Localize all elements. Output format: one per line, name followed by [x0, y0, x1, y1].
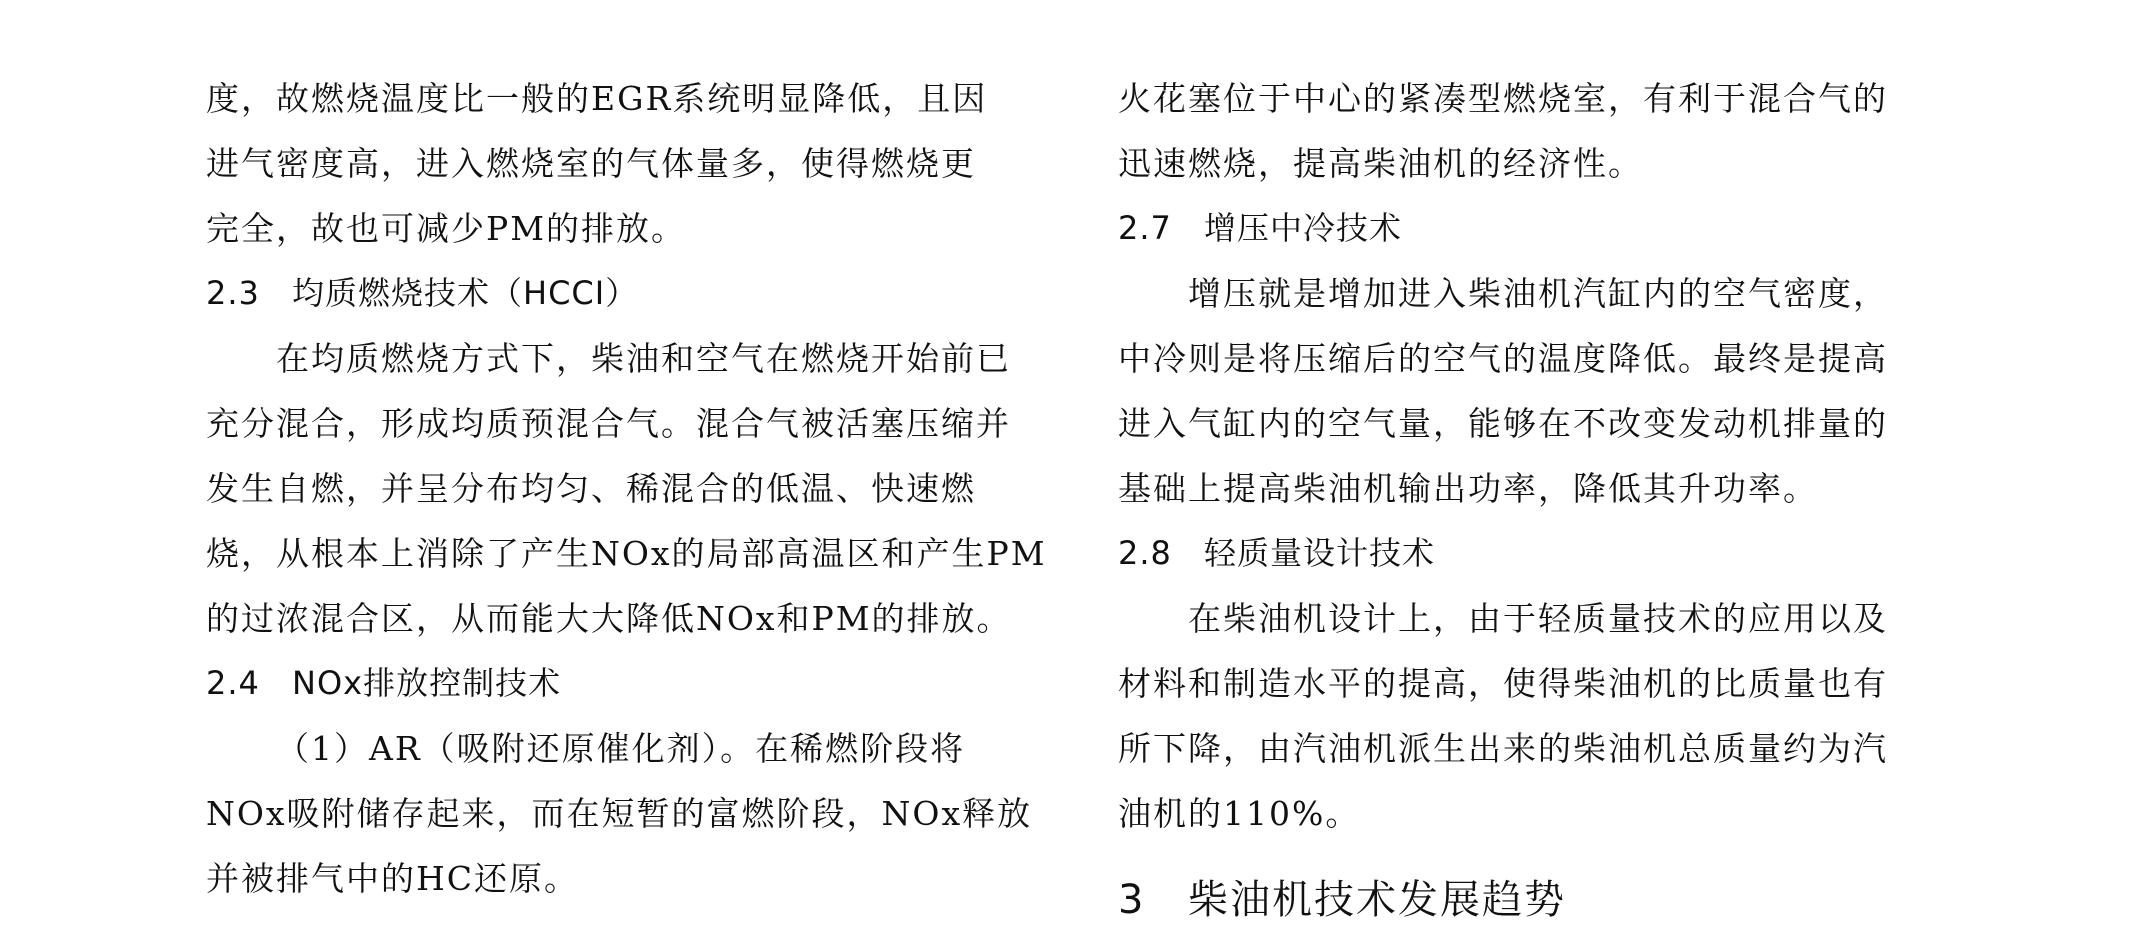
- paragraph-line: 的过浓混合区，从而能大大降低NOx和PM的排放。: [206, 599, 1012, 638]
- paragraph-line: 烧，从根本上消除了产生NOx的局部高温区和产生PM: [206, 534, 1047, 573]
- paragraph-line: NOx吸附储存起来，而在短暂的富燃阶段，NOx释放: [206, 794, 1033, 833]
- paragraph-line: 油机的110%。: [1118, 794, 1361, 833]
- section-number: 2.3: [206, 274, 260, 312]
- section-heading-2-4: [206, 651, 1046, 716]
- paragraph-line: 火花塞位于中心的紧凑型燃烧室，有利于混合气的: [1118, 79, 1888, 118]
- paragraph-line: 所下降，由汽油机派生出来的柴油机总质量约为汽: [1118, 729, 1888, 768]
- section-heading-2-3: [206, 261, 1046, 326]
- paragraph-line: 充分混合，形成均质预混合气。混合气被活塞压缩并: [206, 404, 1011, 443]
- paragraph-line: 在均质燃烧方式下，柴油和空气在燃烧开始前已: [276, 339, 1011, 378]
- section-title: 增压中冷技术: [1204, 209, 1403, 247]
- paragraph-line: 中冷则是将压缩后的空气的温度降低。最终是提高: [1118, 339, 1888, 378]
- section-number: 2.8: [1118, 534, 1172, 572]
- section-number: 3: [1118, 877, 1146, 923]
- right-column: [1118, 66, 1958, 933]
- section-number: 2.4: [206, 664, 260, 702]
- paragraph-line: 增压就是增加进入柴油机汽缸内的空气密度，: [1188, 274, 1888, 313]
- section-heading-2-8: [1118, 521, 1958, 586]
- section-heading-2-7: [1118, 196, 1958, 261]
- paragraph-line: 迅速燃烧，提高柴油机的经济性。: [1118, 144, 1643, 183]
- paragraph-line: 材料和制造水平的提高，使得柴油机的比质量也有: [1118, 664, 1888, 703]
- paragraph-line: 在柴油机设计上，由于轻质量技术的应用以及: [1188, 599, 1888, 638]
- section-title: 均质燃烧技术（HCCI）: [292, 274, 639, 312]
- section-title: 轻质量设计技术: [1204, 534, 1436, 572]
- paragraph-line: 度，故燃烧温度比一般的EGR系统明显降低，且因: [206, 79, 988, 118]
- paragraph-line: 并被排气中的HC还原。: [206, 859, 580, 898]
- paragraph-line: 完全，故也可减少PM的排放。: [206, 209, 686, 248]
- paragraph-line: 基础上提高柴油机输出功率，降低其升功率。: [1118, 469, 1818, 508]
- left-column: [206, 66, 1046, 911]
- paragraph-line: 发生自燃，并呈分布均匀、稀混合的低温、快速燃: [206, 469, 976, 508]
- paragraph-line: （1）AR（吸附还原催化剂）。在稀燃阶段将: [276, 729, 966, 768]
- paragraph-line: 进气密度高，进入燃烧室的气体量多，使得燃烧更: [206, 144, 976, 183]
- section-title: NOx排放控制技术: [292, 664, 562, 702]
- section-title: 柴油机技术发展趋势: [1188, 877, 1566, 923]
- section-number: 2.7: [1118, 209, 1172, 247]
- section-heading-3: [1118, 868, 1958, 933]
- paragraph-line: 进入气缸内的空气量，能够在不改变发动机排量的: [1118, 404, 1888, 443]
